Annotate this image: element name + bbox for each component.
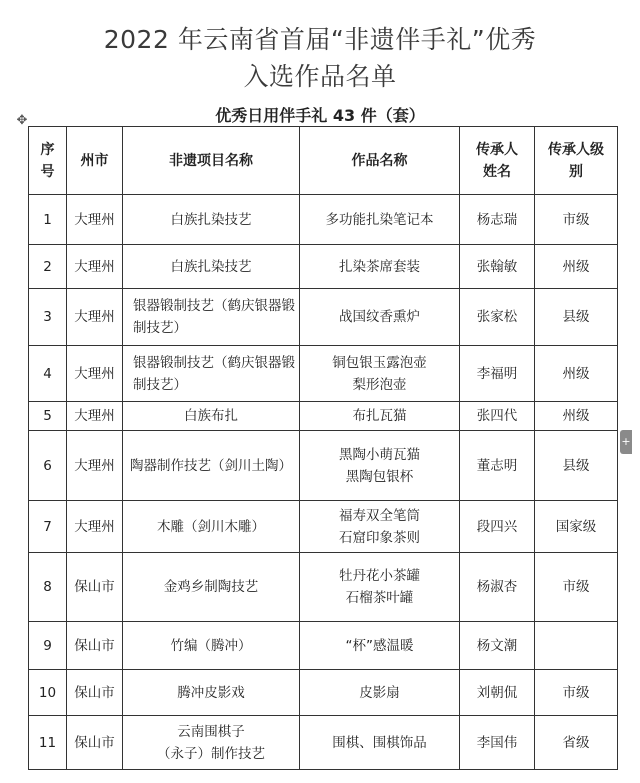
cell-level: 市级 <box>535 670 618 716</box>
cell-city: 大理州 <box>67 289 123 346</box>
cell-city: 保山市 <box>67 716 123 770</box>
cell-project: 竹编（腾冲） <box>123 622 300 670</box>
cell-name: 董志明 <box>460 431 535 501</box>
cell-project: 银器锻制技艺（鹤庆银器锻 制技艺） <box>123 289 300 346</box>
table-row <box>29 346 618 402</box>
cell-name: 杨淑杏 <box>460 553 535 622</box>
cell-work: 黑陶小萌瓦猫 黑陶包银杯 <box>300 431 460 501</box>
cell-work: 战国纹香熏炉 <box>300 289 460 346</box>
cell-project: 白族扎染技艺 <box>123 245 300 289</box>
move-handle-icon[interactable]: ✥ <box>16 113 28 128</box>
cell-no: 4 <box>29 346 67 402</box>
cell-no: 7 <box>29 501 67 553</box>
cell-work: 皮影扇 <box>300 670 460 716</box>
cell-work: 围棋、围棋饰品 <box>300 716 460 770</box>
cell-name: 张家松 <box>460 289 535 346</box>
header-inheritor-level: 传承人级 别 <box>535 127 618 195</box>
table-row <box>29 289 618 346</box>
cell-city: 大理州 <box>67 245 123 289</box>
page-title-line2: 入选作品名单 <box>243 62 397 91</box>
cell-no: 10 <box>29 670 67 716</box>
cell-project: 金鸡乡制陶技艺 <box>123 553 300 622</box>
cell-project: 木雕（剑川木雕） <box>123 501 300 553</box>
cell-level: 市级 <box>535 195 618 245</box>
cell-project: 银器锻制技艺（鹤庆银器锻 制技艺） <box>123 346 300 402</box>
cell-no: 3 <box>29 289 67 346</box>
table-row <box>29 431 618 501</box>
cell-name: 杨文潮 <box>460 622 535 670</box>
cell-city: 大理州 <box>67 431 123 501</box>
cell-no: 2 <box>29 245 67 289</box>
cell-project: 腾冲皮影戏 <box>123 670 300 716</box>
cell-city: 保山市 <box>67 622 123 670</box>
table-row <box>29 670 618 716</box>
cell-no: 11 <box>29 716 67 770</box>
cell-project: 云南围棋子 （永子）制作技艺 <box>123 716 300 770</box>
cell-name: 张翰敏 <box>460 245 535 289</box>
table-row <box>29 195 618 245</box>
cell-work: 布扎瓦猫 <box>300 402 460 431</box>
table-row <box>29 245 618 289</box>
cell-work: 福寿双全笔筒 石窟印象茶则 <box>300 501 460 553</box>
cell-city: 保山市 <box>67 553 123 622</box>
cell-no: 8 <box>29 553 67 622</box>
cell-city: 大理州 <box>67 402 123 431</box>
cell-level <box>535 622 618 670</box>
header-city: 州市 <box>67 127 123 195</box>
cell-work: 铜包银玉露泡壶 梨形泡壶 <box>300 346 460 402</box>
cell-name: 李福明 <box>460 346 535 402</box>
page-title-line1: 2022 年云南省首届“非遗伴手礼”优秀 <box>103 25 537 54</box>
cell-name: 杨志瑞 <box>460 195 535 245</box>
table-subtitle: 优秀日用伴手礼 43 件（套） <box>215 106 425 125</box>
header-project: 非遗项目名称 <box>123 127 300 195</box>
cell-no: 6 <box>29 431 67 501</box>
awards-table <box>28 126 618 770</box>
table-header-row <box>29 127 618 195</box>
expand-tab-icon[interactable]: + <box>620 430 632 454</box>
header-no: 序 号 <box>29 127 67 195</box>
cell-level: 县级 <box>535 431 618 501</box>
cell-level: 县级 <box>535 289 618 346</box>
cell-city: 保山市 <box>67 670 123 716</box>
cell-project: 白族布扎 <box>123 402 300 431</box>
cell-work: 牡丹花小茶罐 石榴茶叶罐 <box>300 553 460 622</box>
cell-level: 州级 <box>535 346 618 402</box>
cell-no: 1 <box>29 195 67 245</box>
cell-name: 李国伟 <box>460 716 535 770</box>
table-row <box>29 622 618 670</box>
cell-city: 大理州 <box>67 195 123 245</box>
cell-project: 陶器制作技艺（剑川土陶） <box>123 431 300 501</box>
cell-city: 大理州 <box>67 501 123 553</box>
cell-no: 9 <box>29 622 67 670</box>
cell-level: 省级 <box>535 716 618 770</box>
cell-name: 段四兴 <box>460 501 535 553</box>
cell-work: 扎染茶席套装 <box>300 245 460 289</box>
cell-level: 国家级 <box>535 501 618 553</box>
table-row <box>29 501 618 553</box>
header-work: 作品名称 <box>300 127 460 195</box>
cell-project: 白族扎染技艺 <box>123 195 300 245</box>
cell-level: 市级 <box>535 553 618 622</box>
table-row <box>29 402 618 431</box>
cell-level: 州级 <box>535 402 618 431</box>
cell-name: 张四代 <box>460 402 535 431</box>
cell-work: 多功能扎染笔记本 <box>300 195 460 245</box>
cell-work: “杯”感温暖 <box>300 622 460 670</box>
table-row <box>29 553 618 622</box>
cell-name: 刘朝侃 <box>460 670 535 716</box>
table-row <box>29 716 618 770</box>
cell-city: 大理州 <box>67 346 123 402</box>
cell-level: 州级 <box>535 245 618 289</box>
header-inheritor-name: 传承人 姓名 <box>460 127 535 195</box>
cell-no: 5 <box>29 402 67 431</box>
